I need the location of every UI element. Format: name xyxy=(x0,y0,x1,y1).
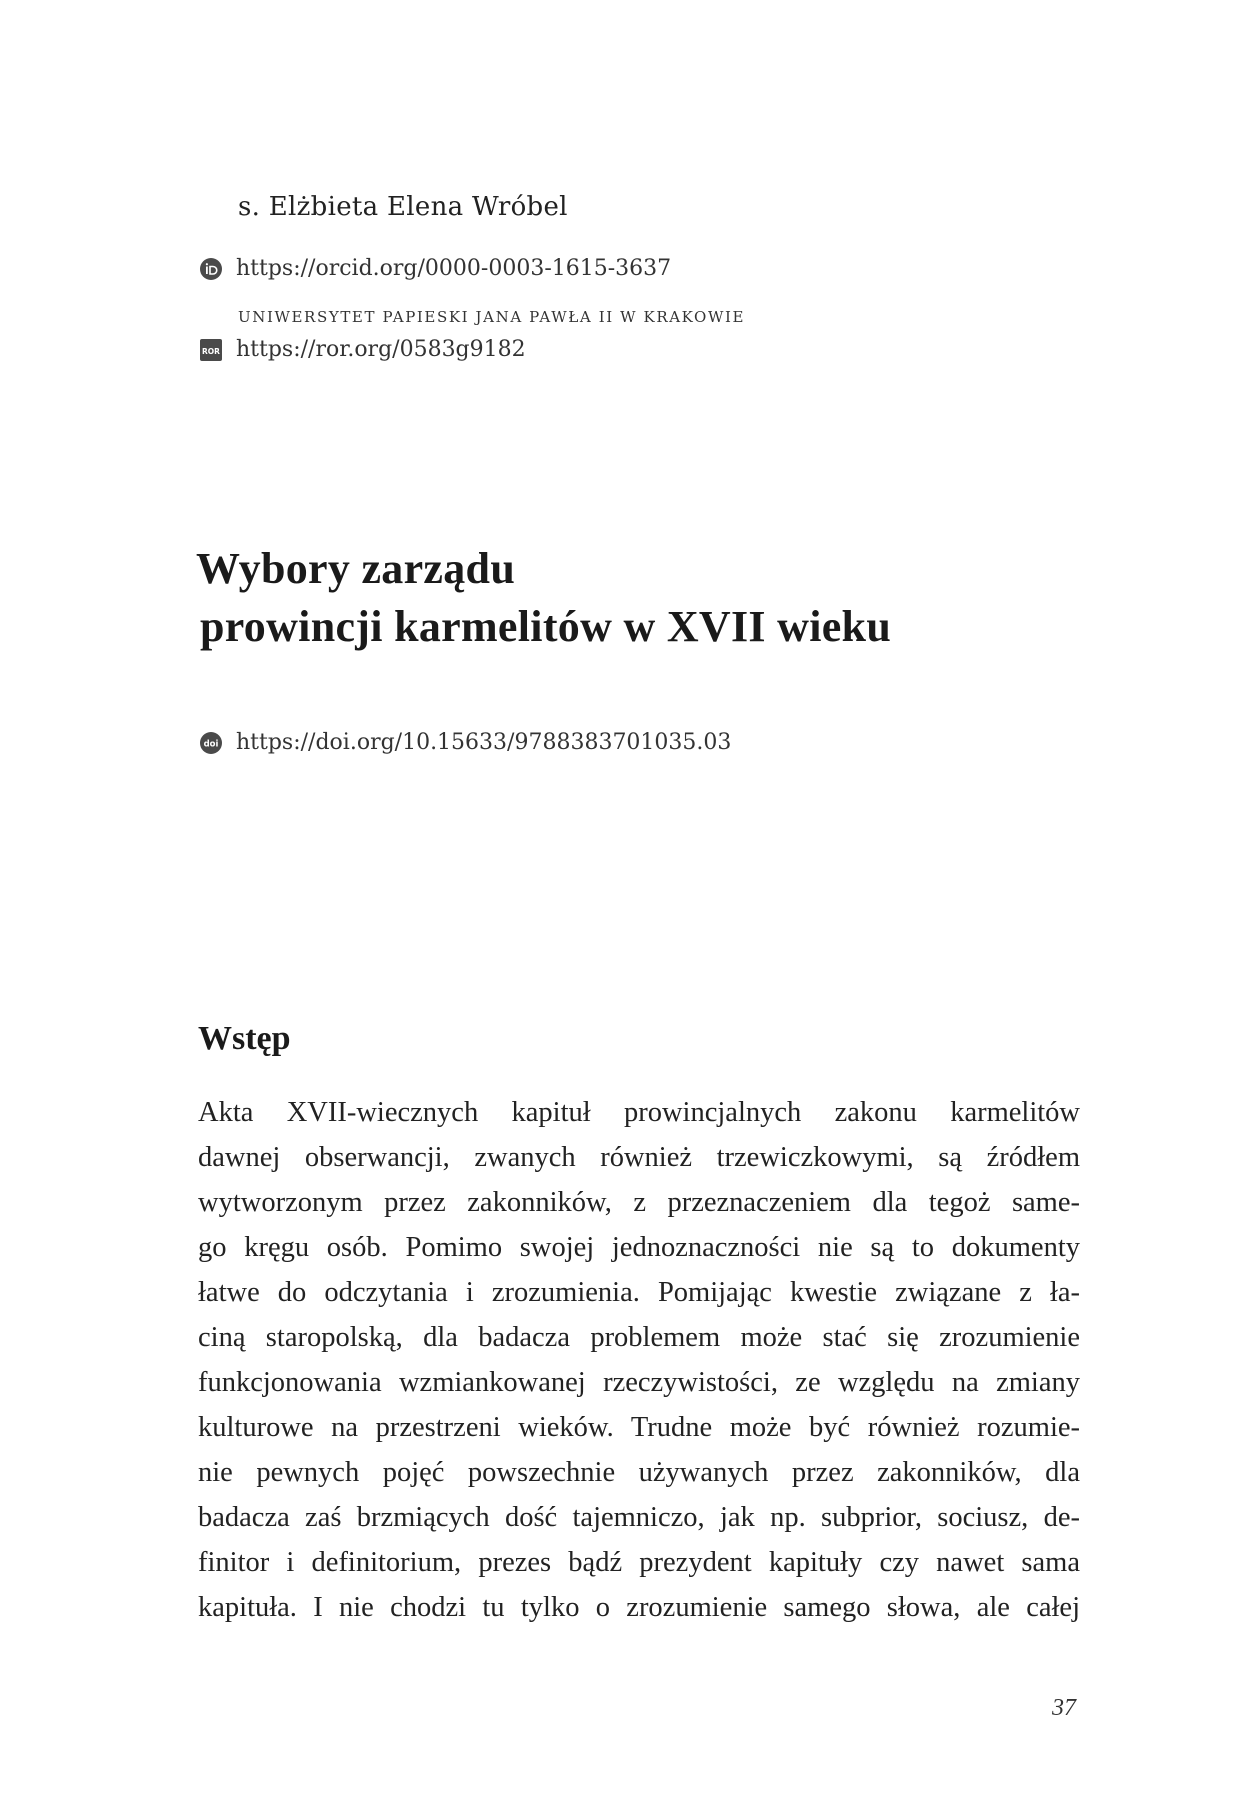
article-title-line1: Wybory zarządu xyxy=(196,544,516,593)
text-line: kulturowe na przestrzeni wieków. Trudne może być również rozumie- xyxy=(198,1412,1080,1443)
doi-row xyxy=(200,730,731,755)
affiliation: UNIWERSYTET PAPIESKI JANA PAWŁA II W KRAKOWIE xyxy=(238,308,746,326)
text-line: nie pewnych pojęć powszechnie używanych przez zakonników, dla xyxy=(198,1457,1080,1488)
text-line: finitor i definitorium, prezes bądź prezydent kapituły czy nawet sama xyxy=(198,1547,1080,1578)
ror-icon xyxy=(200,339,222,361)
text-line: funkcjonowania wzmiankowanej rzeczywistości, ze względu na zmiany xyxy=(198,1367,1080,1398)
doi-link[interactable]: https://doi.org/10.15633/9788383701035.03 xyxy=(236,730,732,755)
svg-text:ROR: ROR xyxy=(202,346,220,356)
section-heading: Wstęp xyxy=(198,1020,291,1057)
text-line: go kręgu osób. Pomimo swojej jednoznaczności nie są to dokumenty xyxy=(198,1232,1080,1263)
article-title xyxy=(196,540,1096,656)
author-name: s. Elżbieta Elena Wróbel xyxy=(238,192,568,222)
orcid-icon xyxy=(200,258,222,280)
text-line: łatwe do odczytania i zrozumienia. Pomijając kwestie związane z ła- xyxy=(198,1277,1080,1308)
article-title-line2: prowincji karmelitów w XVII wieku xyxy=(200,602,892,651)
text-line: dawnej obserwancji, zwanych również trzewiczkowymi, są źródłem xyxy=(198,1142,1080,1173)
text-line: wytworzonym przez zakonników, z przeznaczeniem dla tegoż same- xyxy=(198,1187,1080,1218)
body-paragraph xyxy=(198,1090,1080,1630)
text-line: ciną staropolską, dla badacza problemem może stać się zrozumienie xyxy=(198,1322,1080,1353)
text-line: badacza zaś brzmiących dość tajemniczo, jak np. subprior, sociusz, de- xyxy=(198,1502,1080,1533)
doi-icon xyxy=(200,732,222,754)
text-line: Akta XVII-wiecznych kapituł prowincjalnych zakonu karmelitów xyxy=(198,1097,1080,1128)
page-number: 37 xyxy=(1052,1695,1076,1721)
ror-row xyxy=(200,337,526,362)
ror-link[interactable]: https://ror.org/0583g9182 xyxy=(236,337,526,362)
svg-text:doi: doi xyxy=(203,739,219,749)
text-line: kapituła. I nie chodzi tu tylko o zrozumienie samego słowa, ale całej xyxy=(198,1592,1080,1623)
orcid-row xyxy=(200,256,671,281)
orcid-link[interactable]: https://orcid.org/0000-0003-1615-3637 xyxy=(236,256,672,281)
